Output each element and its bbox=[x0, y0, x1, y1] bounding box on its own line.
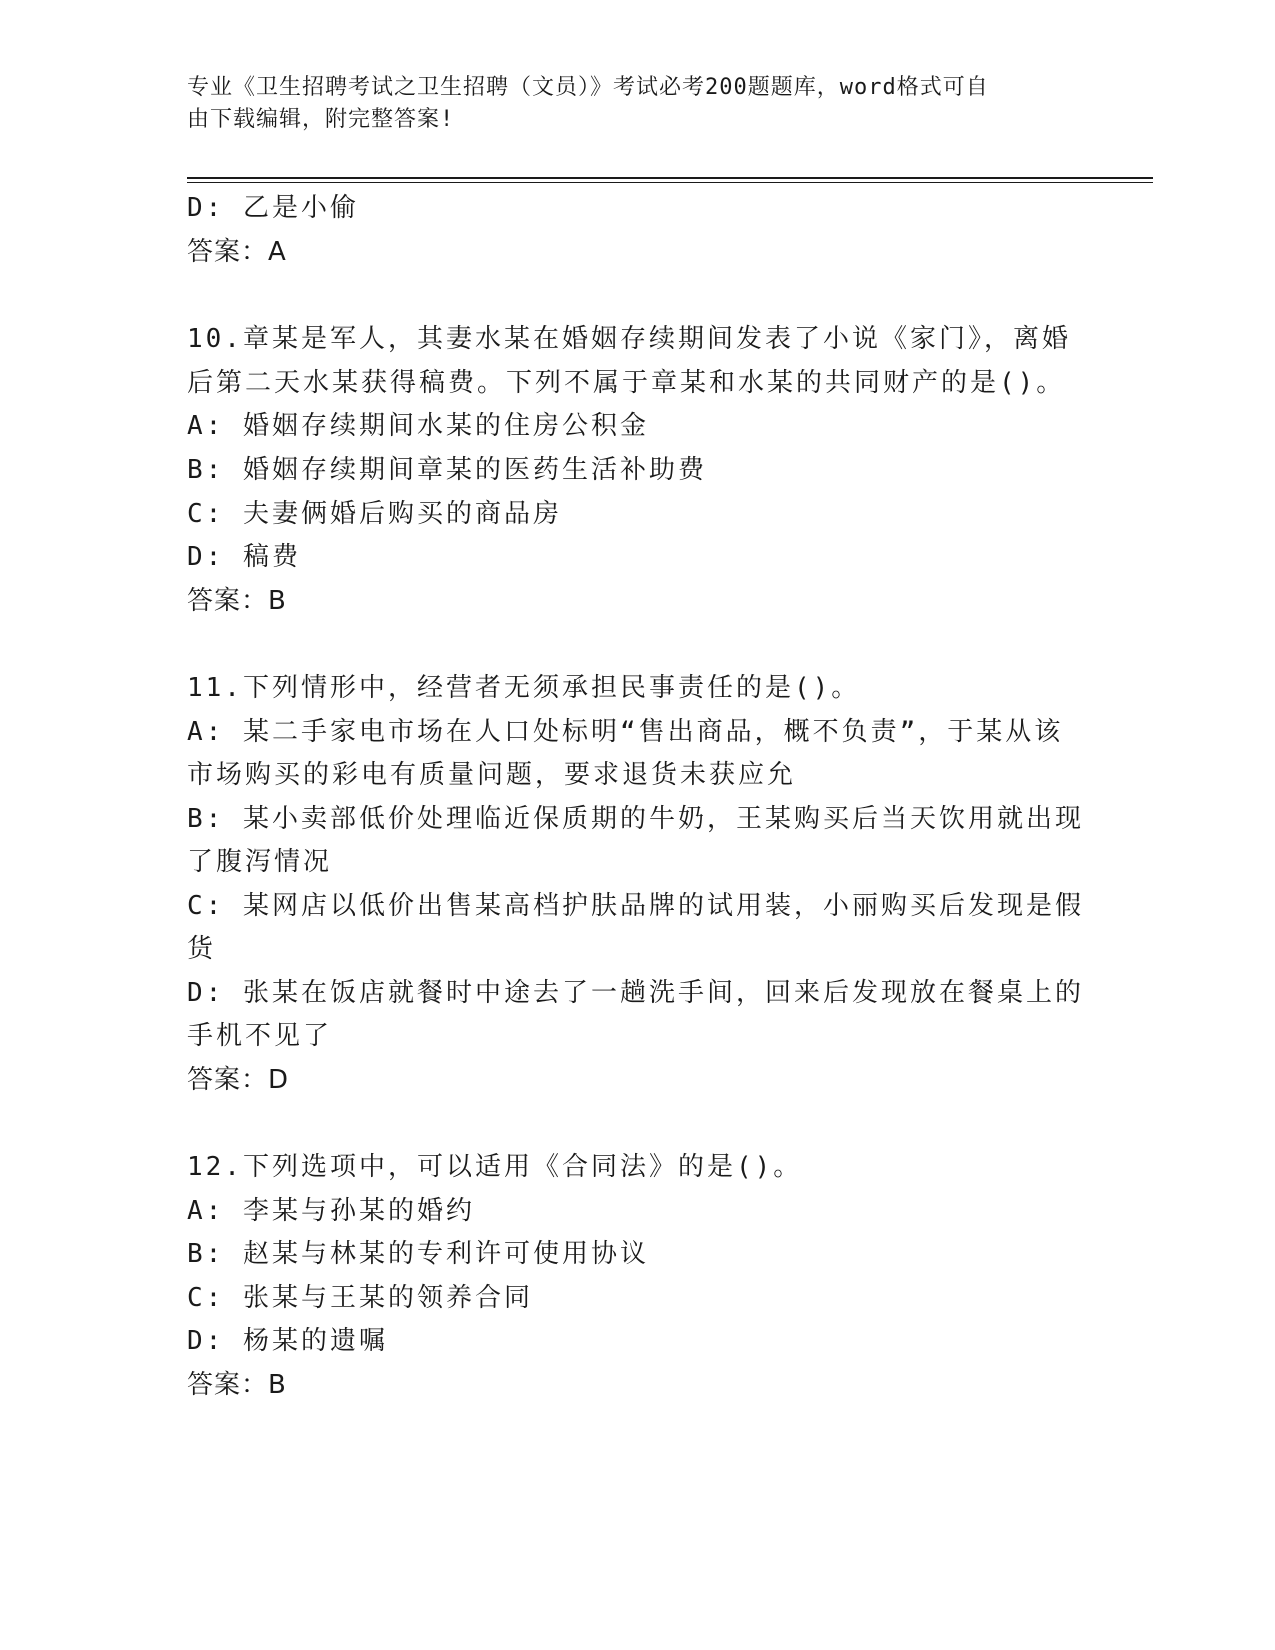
question-11-option-d-cont: 手机不见了 bbox=[187, 1021, 333, 1051]
question-12-option-a: A: 李某与孙某的婚约 bbox=[187, 1196, 475, 1226]
question-10-stem-cont: 后第二天水某获得稿费。下列不属于章某和水某的共同财产的是()。 bbox=[187, 368, 1066, 398]
question-11-stem: 11.下列情形中，经营者无须承担民事责任的是()。 bbox=[187, 673, 861, 703]
question-10-option-a: A: 婚姻存续期间水某的住房公积金 bbox=[187, 411, 649, 441]
question-10-option-c: C: 夫妻俩婚后购买的商品房 bbox=[187, 499, 562, 529]
question-11-option-d: D: 张某在饭店就餐时中途去了一趟洗手间，回来后发现放在餐桌上的 bbox=[187, 978, 1084, 1008]
question-12-answer: 答案：B bbox=[187, 1370, 287, 1400]
question-10-stem: 10.章某是军人，其妻水某在婚姻存续期间发表了小说《家门》，离婚 bbox=[187, 324, 1071, 354]
header-line-2: 由下载编辑，附完整答案! bbox=[187, 107, 455, 132]
question-11-option-b-cont: 了腹泻情况 bbox=[187, 847, 333, 877]
question-11-option-a: A: 某二手家电市场在人口处标明“售出商品，概不负责”，于某从该 bbox=[187, 717, 1064, 747]
header-line-1: 专业《卫生招聘考试之卫生招聘（文员）》考试必考200题题库，word格式可自 bbox=[187, 75, 989, 100]
question-12-option-d: D: 杨某的遗嘱 bbox=[187, 1326, 388, 1356]
question-10-option-d: D: 稿费 bbox=[187, 542, 301, 572]
question-10-option-b: B: 婚姻存续期间章某的医药生活补助费 bbox=[187, 455, 707, 485]
option-d: D: 乙是小偷 bbox=[187, 193, 359, 223]
question-11-option-c-cont: 货 bbox=[187, 934, 217, 964]
question-11-option-c: C: 某网店以低价出售某高档护肤品牌的试用装，小丽购买后发现是假 bbox=[187, 891, 1084, 921]
question-12-option-c: C: 张某与王某的领养合同 bbox=[187, 1283, 533, 1313]
question-11-option-b: B: 某小卖部低价处理临近保质期的牛奶，王某购买后当天饮用就出现 bbox=[187, 804, 1084, 834]
answer-label: 答案：A bbox=[187, 237, 287, 267]
question-10-answer: 答案：B bbox=[187, 586, 287, 616]
header-divider bbox=[187, 177, 1153, 179]
question-12-option-b: B: 赵某与林某的专利许可使用协议 bbox=[187, 1239, 649, 1269]
question-11-option-a-cont: 市场购买的彩电有质量问题，要求退货未获应允 bbox=[187, 760, 797, 790]
question-11-answer: 答案：D bbox=[187, 1065, 290, 1095]
page-header bbox=[187, 72, 1067, 136]
question-12-stem: 12.下列选项中，可以适用《合同法》的是()。 bbox=[187, 1152, 803, 1182]
header-divider-thin bbox=[187, 182, 1153, 183]
